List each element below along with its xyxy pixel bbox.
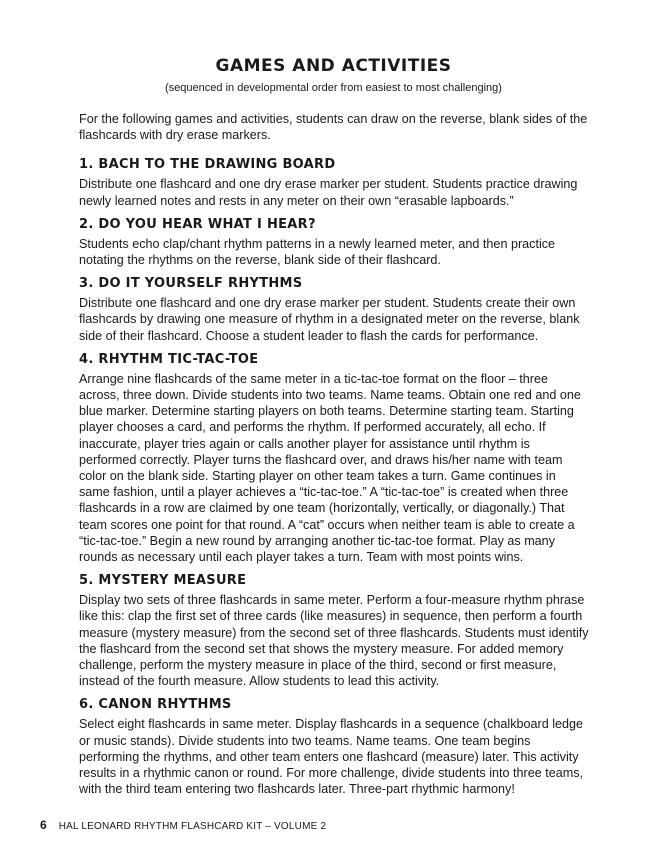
section-heading: 6. CANON RHYTHMS	[79, 697, 232, 713]
section-body: Distribute one flashcard and one dry erase marker per student. Students create their own flashcards by drawing one measure of rhythm in a designated meter on the reverse, blank side of their flashcard. Choose a student leader to flash the cards for performance.	[79, 296, 580, 343]
page-subtitle: (sequenced in developmental order from easiest to most challenging)	[165, 82, 502, 94]
section-do-you-hear-what-i-hear	[79, 217, 589, 268]
section-body: Students echo clap/chant rhythm patterns in a newly learned meter, and then practice notating the rhythms on the reverse, blank side of their flashcard.	[79, 236, 556, 268]
page-number: 6	[40, 818, 47, 832]
page-footer	[40, 818, 326, 832]
section-body: Arrange nine flashcards of the same meter in a tic-tac-toe format on the floor – three across, three down. Divide students into two teams. Name teams. Obtain one red and one blue marker. Determine starting players on both teams. Determine starting team. Starting player chooses a card, and performs the rhythm. If performed accurately, all echo. If inaccurate, player tries again or calls another player for assistance until rhythm is performed correctly. Player turns the flashcard over, and draws his/her name with team color on the blank side. Starting player on other team takes a turn. Game continues in same fashion, until a player achieves a “tic-tac-toe.” A “tic-tac-toe” is created when three flashcards in a row are claimed by one team (horizontally, vertically, or diagonally.) That team scores one point for that round. A “cat” occurs when neither team is able to create a “tic-tac-toe.” Begin a new round by arranging another tic-tac-toe format. Play as many rounds as necessary until each player takes a turn. Team with most points wins.	[79, 371, 581, 565]
section-canon-rhythms	[79, 697, 589, 797]
section-body: Select eight flashcards in same meter. Display flashcards in a sequence (chalkboard ledge or music stands). Divide students into two teams. Name teams. One team begins performing the rhythms, and other team enters one flashcard (measure) later. This activity results in a rhythmic canon or round. For more challenge, divide students into three teams, with the third team entering two flashcards later. Three-part rhythmic harmony!	[79, 717, 584, 797]
footer-book-title: HAL LEONARD RHYTHM FLASHCARD KIT – VOLUME 2	[58, 821, 327, 832]
intro-paragraph: For the following games and activities, students can draw on the reverse, blank sides of the flashcards with dry erase markers.	[79, 112, 588, 143]
section-body: Display two sets of three flashcards in same meter. Perform a four-measure rhythm phrase like this: clap the first set of three cards (like measures) in sequence, then perform a fourth measure (mystery measure) from the second set of three flashcards. Students must identify the flashcard from the second set that shows the mystery measure. For added memory challenge, perform the mystery measure in place of the third, second or first measure, instead of the fourth measure. Allow students to lead this activity.	[79, 593, 589, 689]
section-heading: 2. DO YOU HEAR WHAT I HEAR?	[79, 216, 316, 232]
page-title: GAMES AND ACTIVITIES	[215, 56, 452, 76]
page-content	[79, 111, 589, 806]
section-body: Distribute one flashcard and one dry erase marker per student. Students practice drawing newly learned notes and rests in any meter on their own “erasable lapboards.”	[79, 177, 578, 208]
section-mystery-measure	[79, 573, 589, 689]
section-bach-to-the-drawing-board	[79, 157, 589, 208]
section-rhythm-tic-tac-toe	[79, 352, 589, 565]
section-heading: 3. DO IT YOURSELF RHYTHMS	[79, 276, 303, 292]
section-heading: 5. MYSTERY MEASURE	[79, 573, 247, 589]
section-do-it-yourself-rhythms	[79, 276, 589, 344]
section-heading: 4. RHYTHM TIC-TAC-TOE	[79, 351, 259, 367]
section-heading: 1. BACH TO THE DRAWING BOARD	[79, 157, 336, 173]
